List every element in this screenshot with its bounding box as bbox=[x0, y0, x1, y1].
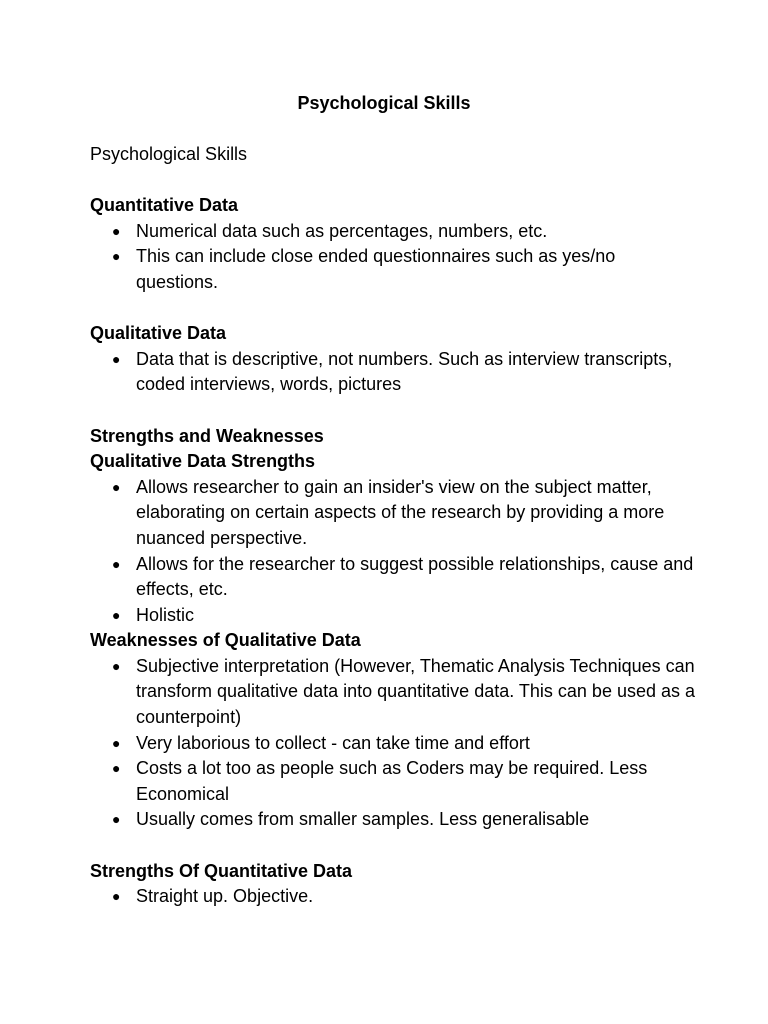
bullet-icon: ● bbox=[112, 478, 121, 495]
section-heading-quantitative-strengths: Strengths Of Quantitative Data bbox=[90, 860, 353, 881]
bullet-icon: ● bbox=[112, 350, 121, 367]
bullet-icon: ● bbox=[112, 657, 121, 674]
bullet-icon: ● bbox=[112, 734, 121, 751]
section-heading-strengths-and-weaknesses: Strengths and Weaknesses bbox=[90, 425, 324, 446]
list-item bbox=[90, 731, 696, 757]
bullet-icon: ● bbox=[112, 888, 121, 905]
section-heading-qualitative-data: Qualitative Data bbox=[90, 323, 227, 344]
subtitle-text: Psychological Skills bbox=[90, 144, 248, 164]
list-item bbox=[90, 807, 696, 833]
bullet-list-quantitative-data bbox=[90, 219, 690, 296]
spacer bbox=[90, 833, 690, 859]
list-item bbox=[90, 654, 696, 731]
bullet-icon: ● bbox=[112, 222, 121, 239]
bullet-list-qualitative-strengths bbox=[90, 475, 694, 629]
list-item-text: Subjective interpretation (However, Thematic Analysis Techniques can transform qualitative data into quantitative data. This can be used as a counterpoint) bbox=[136, 655, 696, 728]
document-body bbox=[90, 142, 696, 910]
bullet-icon: ● bbox=[112, 760, 121, 777]
list-item bbox=[90, 244, 696, 295]
list-item bbox=[90, 475, 696, 552]
bullet-list-qualitative-data bbox=[90, 347, 690, 398]
list-item-text: Very laborious to collect - can take time and effort bbox=[136, 732, 530, 753]
list-item-text: Allows for the researcher to suggest possible relationships, cause and effects, etc. bbox=[136, 553, 694, 600]
list-item-text: Straight up. Objective. bbox=[136, 886, 314, 907]
spacer bbox=[90, 398, 690, 424]
list-item-text: Data that is descriptive, not numbers. Such as interview transcripts, coded interviews, words, pictures bbox=[136, 348, 673, 395]
bullet-icon: ● bbox=[112, 811, 121, 828]
list-item-text: Usually comes from smaller samples. Less generalisable bbox=[136, 809, 590, 830]
list-item bbox=[90, 552, 696, 603]
document-title: Psychological Skills bbox=[297, 93, 471, 113]
list-item-text: This can include close ended questionnaires such as yes/no questions. bbox=[136, 246, 616, 292]
bullet-icon: ● bbox=[112, 248, 121, 265]
spacer bbox=[90, 296, 690, 322]
list-item-text: Costs a lot too as people such as Coders may be required. Less Economical bbox=[136, 758, 648, 804]
bullet-list-quantitative-strengths bbox=[90, 884, 690, 910]
list-item-text: Numerical data such as percentages, numbers, etc. bbox=[136, 220, 548, 241]
list-item bbox=[90, 603, 696, 629]
bullet-icon: ● bbox=[112, 606, 121, 623]
list-item-text: Allows researcher to gain an insider's view on the subject matter, elaborating on certain aspects of the research by providing a more nuanced perspective. bbox=[136, 476, 665, 548]
list-item bbox=[90, 347, 696, 398]
bullet-list-qualitative-weaknesses bbox=[90, 654, 696, 833]
list-item bbox=[90, 219, 696, 245]
section-heading-qualitative-weaknesses: Weaknesses of Qualitative Data bbox=[90, 630, 361, 651]
list-item bbox=[90, 756, 696, 807]
section-heading-quantitative-data: Quantitative Data bbox=[90, 195, 239, 216]
spacer bbox=[90, 168, 690, 194]
list-item bbox=[90, 884, 696, 910]
section-heading-qualitative-strengths: Qualitative Data Strengths bbox=[90, 451, 316, 472]
list-item-text: Holistic bbox=[136, 604, 195, 625]
bullet-icon: ● bbox=[112, 555, 121, 572]
